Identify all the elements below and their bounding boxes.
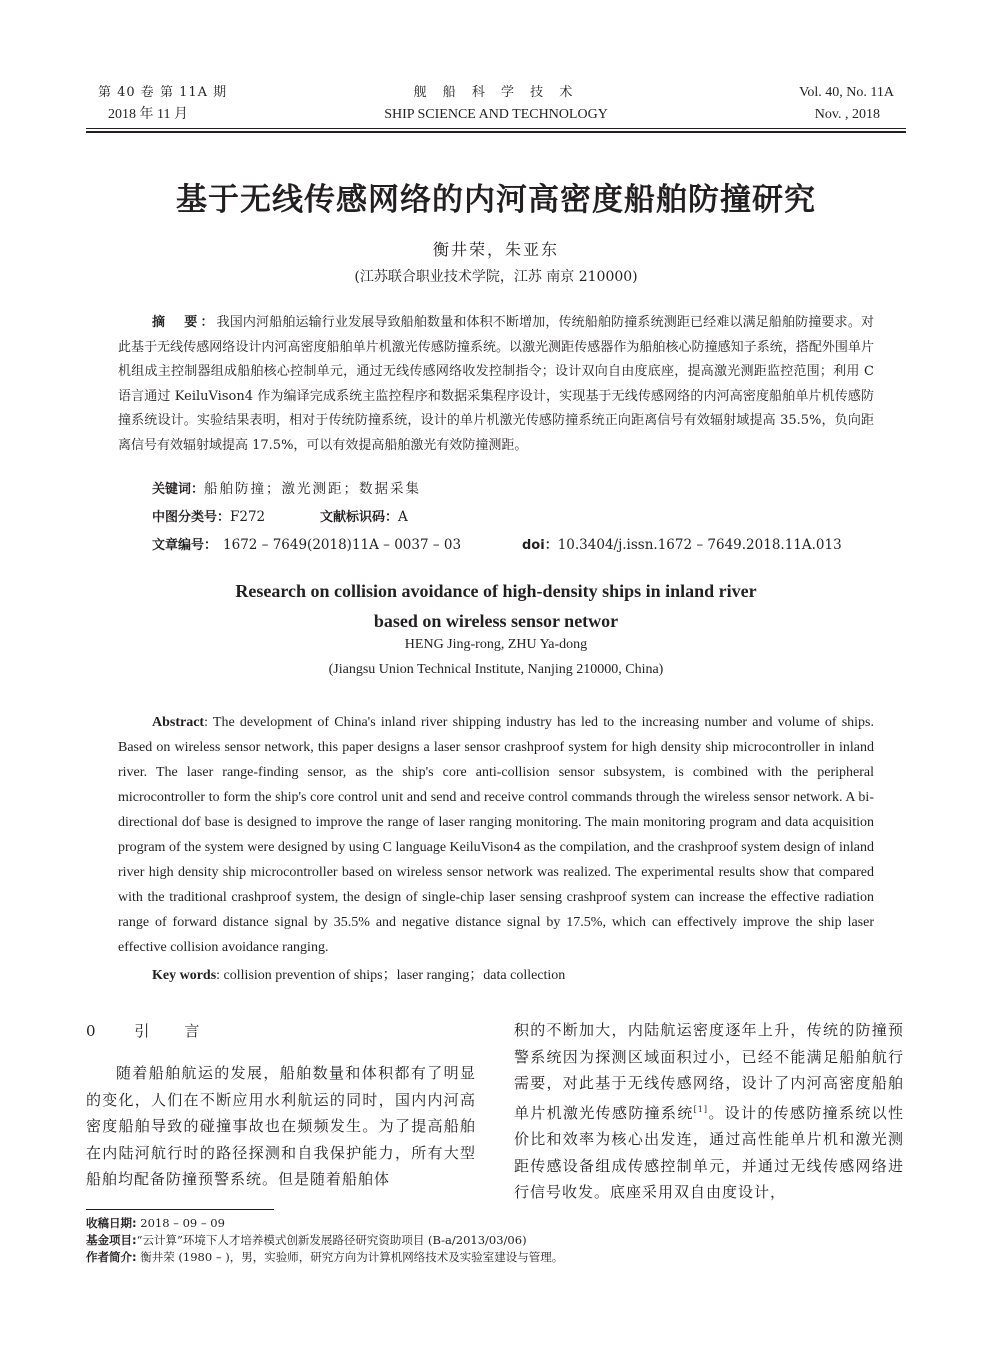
citation-ref: [1]	[693, 1104, 708, 1114]
abstract-en-label: Abstract	[152, 715, 205, 730]
doi-value: 10.3404/j.issn.1672 – 7649.2018.11A.013	[557, 537, 842, 553]
header-date-en: Nov. , 2018	[814, 107, 880, 122]
clc-value: F272	[230, 509, 266, 525]
footnote-fund-value: “云计算”环境下人才培养模式创新发展路径研究资助项目 (B-a/2013/03/06)	[136, 1233, 527, 1247]
abstract-cn-text: 我国内河船舶运输行业发展导致船舶数量和体积不断增加，传统船舶防撞系统测距已经难以满足船舶防撞要求。对此基于无线传感网络设计内河高密度船舶单片机激光传感防撞系统。以激光测距传感器作为船舶核心防撞感知子系统，搭配外围单片机组成主控制器组成船舶核心控制单元，通过无线传感网络收发控制指令；设计双向自由度底座，提高激光测距监控范围；利用 C 语言通过 KeiluVison4 作为编译完成系统主监控程序和数据采集程序设计，实现基于无线传感网络的内河高密度船舶单片机传感防撞系统设计。实验结果表明，相对于传统防撞系统，设计的单片机激光传感防撞系统正向距离信号有效辐射域提高 35.5%，负向距离信号有效辐射域提高 17.5%，可以有效提高船舶激光有效防撞测距。	[118, 315, 874, 453]
affiliation-en: (Jiangsu Union Technical Institute, Nanjing 210000, China)	[328, 662, 664, 677]
footnote-fund-label: 基金项目:	[86, 1233, 137, 1247]
abstract-cn-label: 摘 要：	[152, 315, 217, 330]
clc-label: 中图分类号：	[152, 510, 231, 525]
doc-code-line	[320, 507, 408, 528]
keywords-cn-text: 船舶防撞；激光测距；数据采集	[204, 481, 422, 497]
doc-code-label: 文献标识码：	[320, 510, 399, 525]
keywords-cn	[152, 479, 421, 500]
doc-code-value: A	[398, 509, 408, 525]
footnote-author	[86, 1249, 563, 1265]
paper-title-en-line1: Research on collision avoidance of high-density ships in inland river	[235, 581, 757, 601]
body-column-left: 随着船舶航运的发展，船舶数量和体积都有了明显的变化，人们在不断应用水利航运的同时，国内内河高密度船舶导致的碰撞事故也在频频发生。为了提高船舶在内陆河航行时的路径探测和自我保护能力，所有大型船舶均配备防撞预警系统。但是随着船舶体	[86, 1064, 476, 1188]
section-number: 0	[86, 1022, 106, 1040]
authors-cn: 衡井荣，朱亚东	[432, 240, 559, 259]
header-volume-en: Vol. 40, No. 11A	[799, 85, 894, 100]
keywords-en-label: Key words	[152, 968, 217, 983]
keywords-en	[152, 964, 565, 984]
paper-title-en	[0, 576, 992, 636]
article-no-value: 1672 – 7649(2018)11A – 0037 – 03	[223, 537, 462, 553]
section-title: 引 言	[134, 1022, 210, 1040]
body-right-part1: 积的不断加大，内陆航运密度逐年上升，传统的防撞预警系统因为探测区域面积过小，已经不能满足船舶航行需要，对此基于无线传感网络，设计了内河高密度船舶单片机激光传感防撞系统	[514, 1021, 904, 1122]
header-rule-thick	[86, 131, 906, 133]
header-volume-cn: 第 40 卷 第 11A 期	[98, 85, 228, 100]
keywords-en-text: : collision prevention of ships；laser ranging；data collection	[216, 968, 566, 983]
authors-en: HENG Jing-rong, ZHU Ya-dong	[404, 637, 588, 652]
footnote-rule	[86, 1209, 274, 1210]
footnote-received	[86, 1215, 225, 1231]
clc-line	[152, 507, 265, 528]
paper-title-en-line2: based on wireless sensor networ	[373, 611, 619, 631]
header-journal-cn: 舰 船 科 学 技 术	[413, 85, 579, 100]
affiliation-cn: (江苏联合职业技术学院，江苏 南京 210000)	[354, 269, 638, 285]
article-no-label: 文章编号：	[152, 538, 218, 553]
header-date-cn: 2018 年 11 月	[108, 107, 188, 122]
section-heading	[86, 1020, 209, 1041]
abstract-en	[118, 710, 874, 960]
body-column-right	[514, 1017, 904, 1206]
doi-line	[522, 535, 842, 556]
article-no-line	[152, 535, 461, 556]
header-journal-en: SHIP SCIENCE AND TECHNOLOGY	[384, 107, 608, 122]
header-rule-thin	[86, 128, 906, 129]
footnote-fund	[86, 1232, 527, 1248]
paper-title-cn: 基于无线传感网络的内河高密度船舶防撞研究	[176, 182, 816, 218]
footnote-received-label: 收稿日期:	[86, 1216, 137, 1230]
doi-label: doi：	[522, 538, 558, 553]
abstract-cn	[118, 311, 874, 458]
footnote-received-value: 2018 – 09 – 09	[136, 1216, 225, 1230]
footnote-author-label: 作者简介:	[86, 1250, 137, 1264]
abstract-en-text: : The development of China's inland river shipping industry has led to the increasing number and volume of ships. Based on wireless sensor network, this paper designs a laser sensor crashproof system for high density ship microcontroller in inland river. The laser range-finding sensor, as the ship's core anti-collision sensor subsystem, is combined with the peripheral microcontroller to form the ship's core control unit and send and receive control commands through the wireless sensor network. A bi-directional dof base is designed to improve the range of laser ranging monitoring. The main monitoring program and data acquisition program of the system were designed by using C language KeiluVison4 as the compilation, and the crashproof system design of inland river high density ship microcontroller based on wireless sensor network was realized. The experimental results show that compared with the traditional crashproof system, the design of single-chip laser sensing crashproof system can increase the effective radiation range of forward distance signal by 35.5% and negative distance signal by 17.5%, which can effectively improve the ship laser effective collision avoidance ranging.	[118, 715, 874, 955]
body-right-part2: 。设计的传感防撞系统以性价比和效率为核心出发连，通过高性能单片机和激光测距传感设备组成传感控制单元，并通过无线传感网络进行信号收发。底座采用双自由度设计，	[514, 1103, 904, 1201]
keywords-cn-label: 关键词：	[152, 482, 205, 497]
footnote-author-value: 衡井荣 (1980 – )，男，实验师，研究方向为计算机网络技术及实验室建设与管理。	[136, 1250, 564, 1264]
